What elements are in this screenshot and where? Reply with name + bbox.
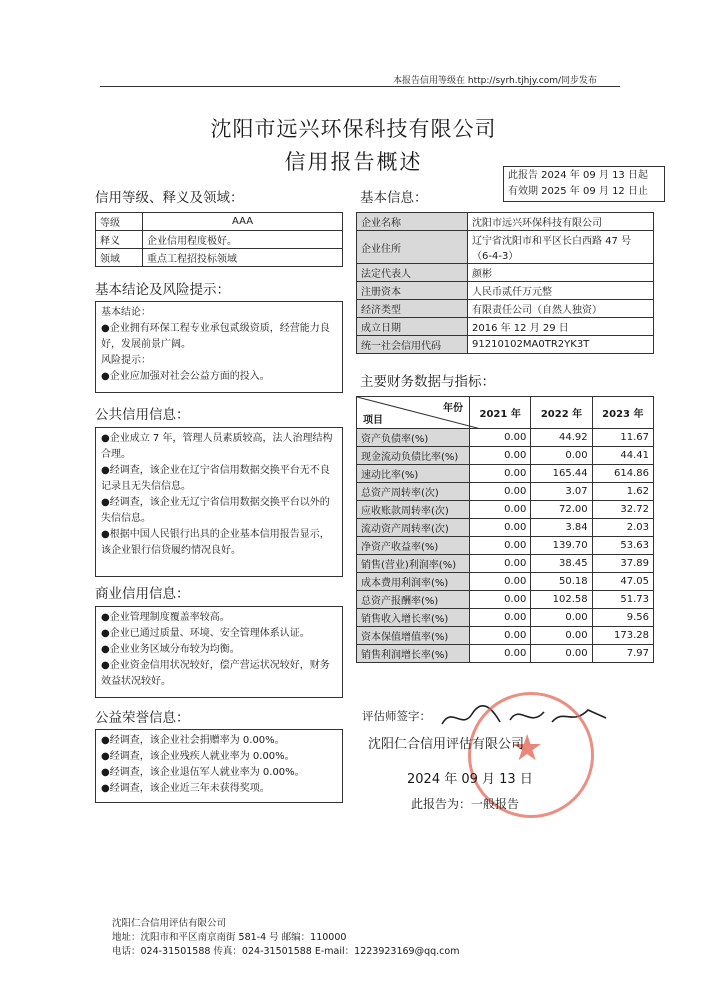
metric-value: 0.00 <box>470 537 531 555</box>
table-row <box>357 447 654 465</box>
info-label: 注册资本 <box>357 282 468 300</box>
basic-info-table <box>356 212 654 354</box>
commercial-credit-box <box>95 606 343 698</box>
table-row <box>357 591 654 609</box>
footer-contact: 电话：024-31501588 传真：024-31501588 E-mail：1223923169@qq.com <box>112 946 460 957</box>
table-row <box>357 336 654 354</box>
rating-org: 沈阳仁合信用评估有限公司 <box>368 737 525 752</box>
metric-value: 72.00 <box>531 501 592 519</box>
metric-name: 应收账款周转率(次) <box>357 501 470 519</box>
rating-date: 2024 年 09 月 13 日 <box>407 772 533 787</box>
metric-name: 资本保值增值率(%) <box>357 627 470 645</box>
list-item: ●经调查，该企业在辽宁省信用数据交换平台无不良记录且无失信信息。 <box>101 465 330 492</box>
rating-value: 企业信用程度极好。 <box>143 231 343 249</box>
report-title: 信用报告概述 <box>284 150 423 174</box>
financial-table <box>356 396 654 663</box>
header-item-label: 项目 <box>363 415 383 426</box>
metric-value: 0.00 <box>470 645 531 663</box>
metric-name: 成本费用利润率(%) <box>357 573 470 591</box>
table-row <box>357 573 654 591</box>
metric-name: 销售收入增长率(%) <box>357 609 470 627</box>
info-label: 法定代表人 <box>357 264 468 282</box>
list-item: ●经调查，该企业残疾人就业率为 0.00%。 <box>101 751 295 762</box>
info-value: 辽宁省沈阳市和平区长白西路 47 号（6-4-3） <box>468 231 654 264</box>
metric-name: 现金流动负债比率(%) <box>357 447 470 465</box>
metric-name: 销售(营业)利润率(%) <box>357 555 470 573</box>
metric-value: 0.00 <box>470 501 531 519</box>
metric-value: 173.28 <box>592 627 653 645</box>
metric-value: 0.00 <box>470 429 531 447</box>
table-row <box>357 483 654 501</box>
metric-value: 0.00 <box>531 609 592 627</box>
footer-org: 沈阳仁合信用评估有限公司 <box>112 918 227 929</box>
table-row <box>357 231 654 264</box>
header-year: 2022 年 <box>531 397 592 429</box>
info-label: 企业名称 <box>357 213 468 231</box>
rating-table <box>95 212 343 267</box>
metric-value: 0.00 <box>531 627 592 645</box>
valid-date: 有效期 2025 年 09 月 12 日止 <box>508 186 648 197</box>
table-row <box>357 609 654 627</box>
info-label: 经济类型 <box>357 300 468 318</box>
metric-name: 总资产报酬率(%) <box>357 591 470 609</box>
public-credit-heading: 公共信用信息： <box>95 407 190 423</box>
table-row <box>96 213 343 231</box>
info-label: 统一社会信用代码 <box>357 336 468 354</box>
metric-value: 139.70 <box>531 537 592 555</box>
metric-value: 0.00 <box>470 627 531 645</box>
financial-heading: 主要财务数据与指标： <box>360 374 495 390</box>
list-item: ●经调查，该企业近三年未获得奖项。 <box>101 783 270 794</box>
issue-date: 此报告 2024 年 09 月 13 日起 <box>508 170 648 181</box>
table-row <box>96 249 343 267</box>
info-value: 沈阳市远兴环保科技有限公司 <box>468 213 654 231</box>
header-year: 2023 年 <box>592 397 653 429</box>
table-row <box>357 645 654 663</box>
metric-value: 102.58 <box>531 591 592 609</box>
list-item: ●经调查，该企业无辽宁省信用数据交换平台以外的失信信息。 <box>101 497 330 524</box>
list-item: ●企业管理制度覆盖率较高。 <box>101 612 230 623</box>
basic-text: ●企业拥有环保工程专业承包贰级资质，经营能力良好，发展前景广阔。 <box>101 323 330 350</box>
info-value: 人民币贰仟万元整 <box>468 282 654 300</box>
top-note: 本报告信用等级在 http://syrh.tjhjy.com/同步发布 <box>393 76 597 86</box>
metric-value: 32.72 <box>592 501 653 519</box>
commercial-credit-heading: 商业信用信息： <box>95 586 190 602</box>
table-row <box>357 429 654 447</box>
seal-star-icon: ★ <box>511 728 544 769</box>
header-year-label: 年份 <box>443 403 463 414</box>
header-divider <box>100 86 620 87</box>
info-value: 有限责任公司（自然人独资） <box>468 300 654 318</box>
table-header-row <box>357 397 654 429</box>
public-credit-box <box>95 427 343 577</box>
metric-value: 9.56 <box>592 609 653 627</box>
metric-value: 0.00 <box>531 447 592 465</box>
list-item: ●经调查，该企业社会捐赠率为 0.00%。 <box>101 735 285 746</box>
table-row <box>357 282 654 300</box>
metric-value: 50.18 <box>531 573 592 591</box>
metric-value: 2.03 <box>592 519 653 537</box>
metric-value: 53.63 <box>592 537 653 555</box>
basic-label: 基本结论： <box>101 307 151 318</box>
rating-value: 重点工程招投标领域 <box>143 249 343 267</box>
validity-box <box>503 166 665 202</box>
metric-value: 0.00 <box>470 447 531 465</box>
metric-value: 614.86 <box>592 465 653 483</box>
metric-name: 资产负债率(%) <box>357 429 470 447</box>
conclusion-heading: 基本结论及风险提示： <box>95 282 230 298</box>
risk-text: ●企业应加强对社会公益方面的投入。 <box>101 371 270 382</box>
basic-info-heading: 基本信息： <box>360 190 428 206</box>
metric-name: 净资产收益率(%) <box>357 537 470 555</box>
rating-heading: 信用等级、释义及领域： <box>95 190 244 206</box>
metric-value: 47.05 <box>592 573 653 591</box>
rating-label: 释义 <box>96 231 143 249</box>
table-row <box>357 300 654 318</box>
metric-value: 0.00 <box>470 591 531 609</box>
list-item: ●根据中国人民银行出具的企业基本信用报告显示，该企业银行信贷履约情况良好。 <box>101 529 330 556</box>
risk-label: 风险提示： <box>101 355 151 366</box>
metric-value: 44.41 <box>592 447 653 465</box>
info-value: 颜彬 <box>468 264 654 282</box>
metric-name: 总资产周转率(次) <box>357 483 470 501</box>
table-row <box>357 501 654 519</box>
table-row <box>357 627 654 645</box>
metric-value: 44.92 <box>531 429 592 447</box>
metric-value: 0.00 <box>470 555 531 573</box>
footer-address: 地址：沈阳市和平区南京南街 581-4 号 邮编：110000 <box>112 932 347 943</box>
diagonal-header-cell <box>357 397 470 429</box>
metric-value: 0.00 <box>531 645 592 663</box>
metric-name: 速动比率(%) <box>357 465 470 483</box>
metric-name: 销售利润增长率(%) <box>357 645 470 663</box>
table-row <box>357 264 654 282</box>
list-item: ●企业资金信用状况较好，偿产营运状况较好，财务效益状况较好。 <box>101 660 330 687</box>
metric-value: 0.00 <box>470 519 531 537</box>
list-item: ●企业业务区域分布较为均衡。 <box>101 644 240 655</box>
header-year: 2021 年 <box>470 397 531 429</box>
table-row <box>357 318 654 336</box>
metric-value: 7.97 <box>592 645 653 663</box>
signature-label: 评估师签字： <box>362 709 431 723</box>
list-item: ●企业成立 7 年，管理人员素质较高，法人治理结构合理。 <box>101 433 333 460</box>
list-item: ●企业已通过质量、环境、安全管理体系认证。 <box>101 628 310 639</box>
conclusion-box <box>95 301 343 393</box>
info-value: 2016 年 12 月 29 日 <box>468 318 654 336</box>
metric-value: 0.00 <box>470 465 531 483</box>
metric-value: 0.00 <box>470 573 531 591</box>
public-welfare-box <box>95 729 343 803</box>
rating-label: 等级 <box>96 213 143 231</box>
info-label: 企业住所 <box>357 231 468 264</box>
metric-value: 165.44 <box>531 465 592 483</box>
public-welfare-heading: 公益荣誉信息： <box>95 710 190 726</box>
metric-value: 3.84 <box>531 519 592 537</box>
metric-value: 11.67 <box>592 429 653 447</box>
metric-value: 51.73 <box>592 591 653 609</box>
table-row <box>357 519 654 537</box>
info-value: 91210102MA0TR2YK3T <box>468 336 654 354</box>
metric-value: 37.89 <box>592 555 653 573</box>
metric-value: 1.62 <box>592 483 653 501</box>
table-row <box>96 231 343 249</box>
table-row <box>357 537 654 555</box>
report-type: 此报告为：一般报告 <box>411 797 520 811</box>
info-label: 成立日期 <box>357 318 468 336</box>
table-row <box>357 465 654 483</box>
metric-name: 流动资产周转率(次) <box>357 519 470 537</box>
rating-label: 领域 <box>96 249 143 267</box>
company-title: 沈阳市远兴环保科技有限公司 <box>210 117 497 141</box>
metric-value: 0.00 <box>470 609 531 627</box>
list-item: ●经调查，该企业退伍军人就业率为 0.00%。 <box>101 767 305 778</box>
metric-value: 38.45 <box>531 555 592 573</box>
metric-value: 3.07 <box>531 483 592 501</box>
table-row <box>357 555 654 573</box>
table-row <box>357 213 654 231</box>
metric-value: 0.00 <box>470 483 531 501</box>
rating-value: AAA <box>143 213 343 231</box>
